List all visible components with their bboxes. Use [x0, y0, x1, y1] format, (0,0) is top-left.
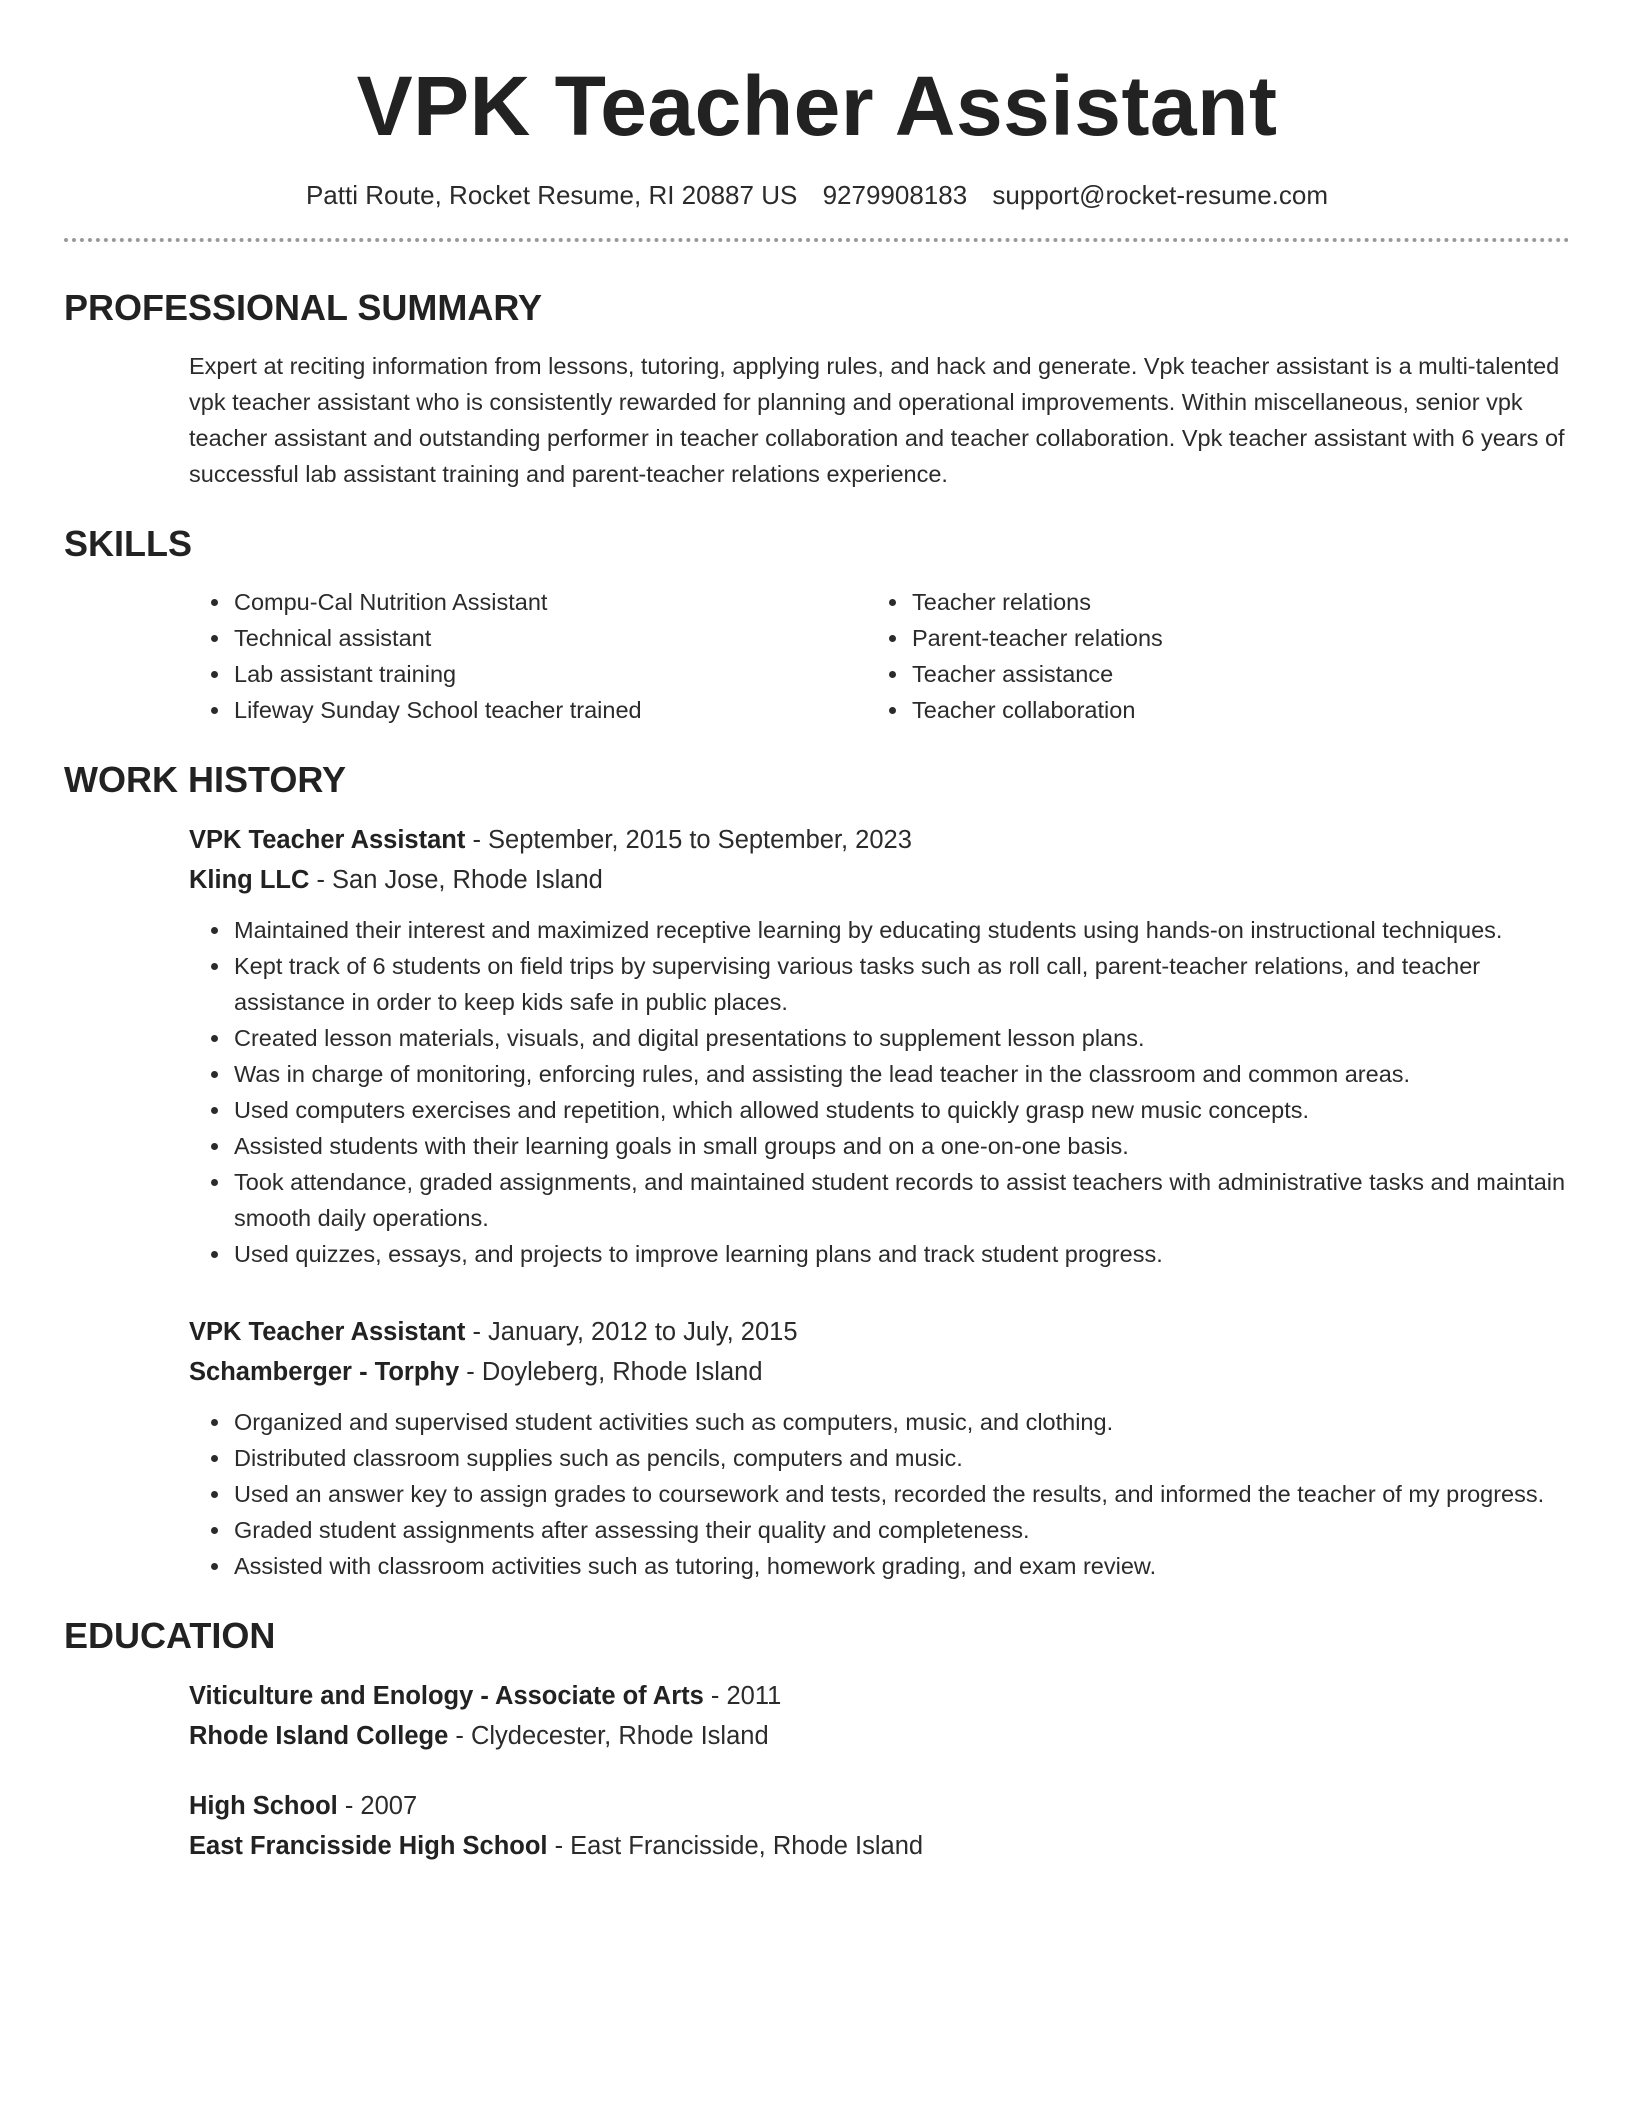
job-entry: [189, 820, 1570, 1272]
work-history-heading: WORK HISTORY: [64, 759, 347, 800]
education-degree-line: [189, 1676, 1570, 1716]
education-year: - 2007: [337, 1792, 418, 1820]
work-history-section: [64, 758, 1570, 1584]
job-bullet: • Distributed classroom supplies such as pencils, computers and music.: [232, 1440, 1570, 1476]
job-dates: - January, 2012 to July, 2015: [465, 1318, 798, 1346]
education-year: - 2011: [703, 1682, 782, 1710]
job-location: - San Jose, Rhode Island: [309, 866, 603, 894]
job-company-line: [189, 860, 1570, 900]
education-school-line: [189, 1716, 1570, 1756]
job-title-line: [189, 820, 1570, 860]
job-bullet: • Used quizzes, essays, and projects to improve learning plans and track student progress.: [232, 1236, 1570, 1272]
education-school: East Francisside High School: [189, 1832, 548, 1860]
job-company-line: [189, 1352, 1570, 1392]
skill-item: • Teacher assistance: [910, 656, 1545, 692]
skill-item: • Teacher relations: [910, 584, 1545, 620]
skill-item: • Lifeway Sunday School teacher trained: [232, 692, 867, 728]
education-degree: High School: [189, 1792, 338, 1820]
job-bullet: • Organized and supervised student activities such as computers, music, and clothing.: [232, 1404, 1570, 1440]
job-company: Kling LLC: [189, 866, 310, 894]
contact-info: [64, 178, 1570, 212]
contact-email: support@rocket-resume.com: [992, 180, 1329, 210]
skills-section: [64, 522, 1570, 728]
job-bullet: • Assisted with classroom activities such as tutoring, homework grading, and exam review.: [232, 1548, 1570, 1584]
education-entry: [189, 1786, 1570, 1866]
summary-heading: PROFESSIONAL SUMMARY: [64, 287, 543, 328]
job-bullet: • Graded student assignments after assessing their quality and completeness.: [232, 1512, 1570, 1548]
summary-section: [64, 286, 1570, 492]
education-heading: EDUCATION: [64, 1615, 276, 1656]
header-divider: [64, 238, 1570, 242]
job-bullet: • Was in charge of monitoring, enforcing rules, and assisting the lead teacher in the classroom and common areas.: [232, 1056, 1570, 1092]
job-location: - Doyleberg, Rhode Island: [459, 1358, 763, 1386]
education-degree: Viticulture and Enology - Associate of Arts: [189, 1682, 704, 1710]
job-bullets: [189, 1404, 1570, 1584]
job-bullet: • Used an answer key to assign grades to coursework and tests, recorded the results, and informed the teacher of my progress.: [232, 1476, 1570, 1512]
education-entry: [189, 1676, 1570, 1756]
job-bullets: [189, 912, 1570, 1272]
job-bullet: • Used computers exercises and repetition, which allowed students to quickly grasp new music concepts.: [232, 1092, 1570, 1128]
education-school: Rhode Island College: [189, 1722, 449, 1750]
contact-phone: 9279908183: [822, 180, 968, 210]
summary-text: Expert at reciting information from lessons, tutoring, applying rules, and hack and generate. Vpk teacher assistant is a multi-talented vpk teacher assistant who is consistently rewarded for planning and operational improvements. Within miscellaneous, senior vpk teacher assistant and outstanding performer in teacher collaboration and teacher collaboration. Vpk teacher assistant with 6 years of successful lab assistant training and parent-teacher relations experience.: [189, 353, 1565, 487]
skill-item: • Teacher collaboration: [910, 692, 1545, 728]
job-position: VPK Teacher Assistant: [189, 1318, 466, 1346]
job-entry: [189, 1312, 1570, 1584]
skills-columns: [189, 584, 1570, 728]
skills-list-right: [867, 584, 1545, 728]
job-bullet: • Kept track of 6 students on field trips by supervising various tasks such as roll call, parent-teacher relations, and teacher assistance in order to keep kids safe in public places.: [232, 948, 1570, 1020]
skill-item: • Parent-teacher relations: [910, 620, 1545, 656]
candidate-name: VPK Teacher Assistant: [356, 59, 1278, 153]
job-bullet: • Maintained their interest and maximized receptive learning by educating students using hands-on instructional techniques.: [232, 912, 1570, 948]
resume-page: [64, 0, 1570, 1866]
education-school-line: [189, 1826, 1570, 1866]
job-position: VPK Teacher Assistant: [189, 826, 466, 854]
skill-item: • Compu-Cal Nutrition Assistant: [232, 584, 867, 620]
contact-address: Patti Route, Rocket Resume, RI 20887 US: [305, 180, 798, 210]
education-degree-line: [189, 1786, 1570, 1826]
job-dates: - September, 2015 to September, 2023: [465, 826, 912, 854]
job-company: Schamberger - Torphy: [189, 1358, 460, 1386]
education-section: [64, 1614, 1570, 1866]
job-bullet: • Created lesson materials, visuals, and digital presentations to supplement lesson plans.: [232, 1020, 1570, 1056]
job-bullet: • Assisted students with their learning goals in small groups and on a one-on-one basis.: [232, 1128, 1570, 1164]
education-location: - East Francisside, Rhode Island: [547, 1832, 924, 1860]
skill-item: • Lab assistant training: [232, 656, 867, 692]
job-bullet: • Took attendance, graded assignments, and maintained student records to assist teachers with administrative tasks and maintain smooth daily operations.: [232, 1164, 1570, 1236]
skill-item: • Technical assistant: [232, 620, 867, 656]
skills-heading: SKILLS: [64, 523, 193, 564]
skills-list-left: [189, 584, 867, 728]
job-title-line: [189, 1312, 1570, 1352]
education-location: - Clydecester, Rhode Island: [448, 1722, 769, 1750]
